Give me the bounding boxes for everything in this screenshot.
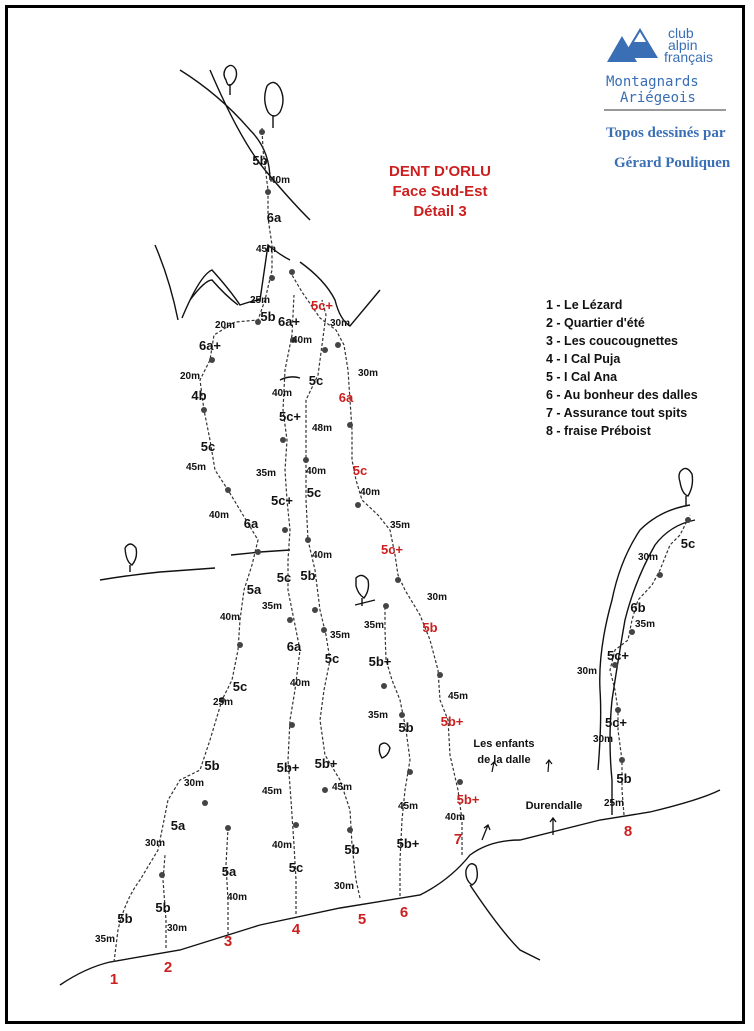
route-number: 6 [399, 904, 409, 921]
route-number: 4 [291, 921, 301, 938]
tree-icon [265, 82, 283, 128]
pitch-grade: 5b [252, 153, 268, 168]
pitch-grade: 5b [204, 758, 220, 773]
pitch-grade: 4b [191, 388, 207, 403]
pitch-length: 45m [448, 691, 469, 702]
route-1-line [114, 128, 272, 962]
pitch-length: 30m [184, 778, 205, 789]
club-logo [604, 25, 731, 171]
lower-block [470, 885, 540, 960]
belay-marker [209, 357, 215, 363]
route-number: 8 [623, 823, 633, 840]
pitch-grade: 5c [276, 570, 292, 585]
pitch-length: 40m [292, 335, 313, 346]
pitch-grade: 6a [338, 390, 354, 405]
pitch-length: 35m [256, 468, 277, 479]
belay-marker [347, 422, 353, 428]
pitch-grade: 5c [352, 463, 368, 478]
pitch-grade: 5a [221, 864, 237, 879]
flake [355, 600, 375, 605]
belay-marker [407, 769, 413, 775]
legend-item: 8 - fraise Préboist [546, 424, 651, 438]
pitch-grade: 5c [200, 439, 216, 454]
pitch-grade: 5c [324, 651, 340, 666]
belay-marker [265, 189, 271, 195]
belay-marker [280, 437, 286, 443]
pitch-length: 40m [270, 175, 291, 186]
pitch-length: 40m [360, 487, 381, 498]
belay-marker [159, 872, 165, 878]
pitch-length: 25m [213, 697, 234, 708]
route-legend [546, 298, 698, 438]
flake-2 [280, 377, 300, 380]
legend-item: 2 - Quartier d'été [546, 316, 645, 330]
pitch-grade: 5c [308, 373, 324, 388]
route-7-grades [308, 298, 480, 807]
credit-line2: Gérard Pouliquen [614, 155, 731, 171]
pitch-grade: 6a [286, 639, 302, 654]
pitch-grade: 6b [630, 600, 646, 615]
club-name-line3: français [664, 49, 714, 65]
section-name-line1: Montagnards [606, 74, 699, 90]
pitch-grade: 5b [260, 309, 276, 324]
legend-item: 7 - Assurance tout spits [546, 406, 688, 420]
pitch-length: 48m [312, 423, 333, 434]
tree-icon [125, 544, 137, 572]
arrow-up-icon [482, 825, 490, 840]
pitch-length: 40m [227, 892, 248, 903]
boulder [466, 864, 477, 885]
pitch-length: 40m [272, 840, 293, 851]
pitch-grade: 5c [232, 679, 248, 694]
pitch-length: 30m [427, 592, 448, 603]
route-number: 5 [357, 911, 367, 928]
pitch-length: 35m [364, 620, 385, 631]
pitch-grade: 6a [266, 210, 282, 225]
arrow-up-icon [546, 760, 552, 772]
pitch-grade: 5c+ [310, 298, 334, 313]
belay-marker [322, 787, 328, 793]
route-3-line [226, 828, 228, 935]
pitch-length: 30m [145, 838, 166, 849]
route-numbers [110, 823, 632, 988]
route-number: 3 [223, 933, 233, 950]
note-durendalle: Durendalle [525, 800, 583, 812]
belay-marker [225, 825, 231, 831]
pitch-length: 40m [290, 678, 311, 689]
pitch-grade: 5c+ [278, 409, 302, 424]
belay-marker [381, 683, 387, 689]
belay-marker [255, 549, 261, 555]
pitch-grade: 5c [306, 485, 322, 500]
belay-marker [237, 642, 243, 648]
pitch-grade: 5b+ [276, 760, 300, 775]
belay-marker [293, 822, 299, 828]
legend-item: 3 - Les coucougnettes [546, 334, 678, 348]
belay-marker [395, 577, 401, 583]
legend-item: 5 - I Cal Ana [546, 370, 618, 384]
legend-item: 1 - Le Lézard [546, 298, 623, 312]
pitch-length: 30m [167, 923, 188, 934]
topo-subtitle: Face Sud-Est [392, 183, 488, 200]
pitch-length: 45m [398, 801, 419, 812]
belay-marker [685, 517, 691, 523]
pitch-grade: 5b+ [456, 792, 480, 807]
pitch-length: 45m [186, 462, 207, 473]
legend-item: 6 - Au bonheur des dalles [546, 388, 698, 402]
pitch-grade: 5b [616, 771, 632, 786]
route-number: 7 [453, 831, 463, 848]
belay-marker [322, 347, 328, 353]
topo-title: DENT D'ORLU [389, 163, 491, 180]
belay-marker [305, 537, 311, 543]
pitch-grade: 5c+ [270, 493, 294, 508]
belay-marker [289, 269, 295, 275]
pitch-length: 30m [330, 318, 351, 329]
pitch-length: 45m [262, 786, 283, 797]
tree-icon [679, 468, 693, 505]
belay-marker [282, 527, 288, 533]
ground-line [60, 790, 720, 985]
pitch-grade: 5b [398, 720, 414, 735]
pitch-length: 40m [312, 550, 333, 561]
topo-detail: Détail 3 [413, 203, 467, 220]
mid-ledge [100, 568, 215, 580]
pitch-length: 40m [209, 510, 230, 521]
pitch-grade: 5c+ [380, 542, 404, 557]
pitch-length: 40m [220, 612, 241, 623]
belay-marker [437, 672, 443, 678]
pitch-length: 40m [306, 466, 327, 477]
belay-marker [289, 722, 295, 728]
pitch-grade: 5b+ [396, 836, 420, 851]
belay-marker [355, 502, 361, 508]
belay-marker [202, 800, 208, 806]
belay-marker [312, 607, 318, 613]
belay-marker [383, 603, 389, 609]
pitch-length: 30m [577, 666, 598, 677]
pitch-grade: 5b [117, 911, 133, 926]
pitch-grade: 5a [246, 582, 262, 597]
tree-icon [224, 65, 237, 95]
pitch-grade: 5b [422, 620, 438, 635]
pitch-grade: 5b [155, 900, 171, 915]
belay-marker [347, 827, 353, 833]
note-enfants-line1: Les enfants [473, 738, 535, 750]
belay-marker [269, 275, 275, 281]
belay-marker [399, 712, 405, 718]
club-name-line2: alpin [668, 37, 698, 53]
pitch-grade: 6a+ [277, 314, 301, 329]
pitch-length: 35m [262, 601, 283, 612]
pitch-length: 45m [332, 782, 353, 793]
pitch-length: 25m [604, 798, 625, 809]
right-spur [598, 505, 690, 770]
belay-marker [259, 129, 265, 135]
club-name-line1: club [668, 25, 694, 41]
pitch-length: 30m [358, 368, 379, 379]
pitch-grade: 5c [288, 860, 304, 875]
pitch-grade: 5c+ [604, 715, 628, 730]
pitch-length: 30m [334, 881, 355, 892]
pitch-length: 30m [593, 734, 614, 745]
upper-ridge [210, 70, 310, 220]
pitch-grade: 5c+ [606, 648, 630, 663]
pitch-grade: 6a [243, 516, 259, 531]
pitch-length: 35m [368, 710, 389, 721]
pitch-grade: 5b [344, 842, 360, 857]
pitch-length: 30m [638, 552, 659, 563]
belay-marker [657, 572, 663, 578]
pitch-grade: 5b+ [368, 654, 392, 669]
pitch-grade: 5b [300, 568, 316, 583]
route-number: 1 [109, 971, 119, 988]
pitch-grade: 5a [170, 818, 186, 833]
belay-marker [287, 617, 293, 623]
belay-marker [201, 407, 207, 413]
note-enfants-line2: de la dalle [477, 754, 531, 766]
pitch-length: 25m [250, 295, 271, 306]
belay-marker [321, 627, 327, 633]
pitch-length: 35m [390, 520, 411, 531]
pitch-grade: 5b+ [440, 714, 464, 729]
belay-marker [303, 457, 309, 463]
pitch-length: 35m [95, 934, 116, 945]
pitch-length: 35m [635, 619, 656, 630]
pitch-length: 40m [445, 812, 466, 823]
pitch-length: 20m [180, 371, 201, 382]
credit-line1: Topos dessinés par [606, 125, 726, 141]
pitch-grade: 5b+ [314, 756, 338, 771]
pitch-length: 20m [215, 320, 236, 331]
belay-marker [335, 342, 341, 348]
pitch-length: 35m [330, 630, 351, 641]
pitch-length: 40m [272, 388, 293, 399]
pitch-length: 45m [256, 244, 277, 255]
route-number: 2 [163, 959, 173, 976]
legend-item: 4 - I Cal Puja [546, 352, 621, 366]
belay-marker [225, 487, 231, 493]
tree-icon [379, 743, 390, 758]
belay-marker [457, 779, 463, 785]
belay-marker [619, 757, 625, 763]
pitch-grade: 5c [680, 536, 696, 551]
section-name-line2: Ariégeois [620, 90, 696, 106]
belay-marker [615, 707, 621, 713]
pitch-grade: 6a+ [198, 338, 222, 353]
